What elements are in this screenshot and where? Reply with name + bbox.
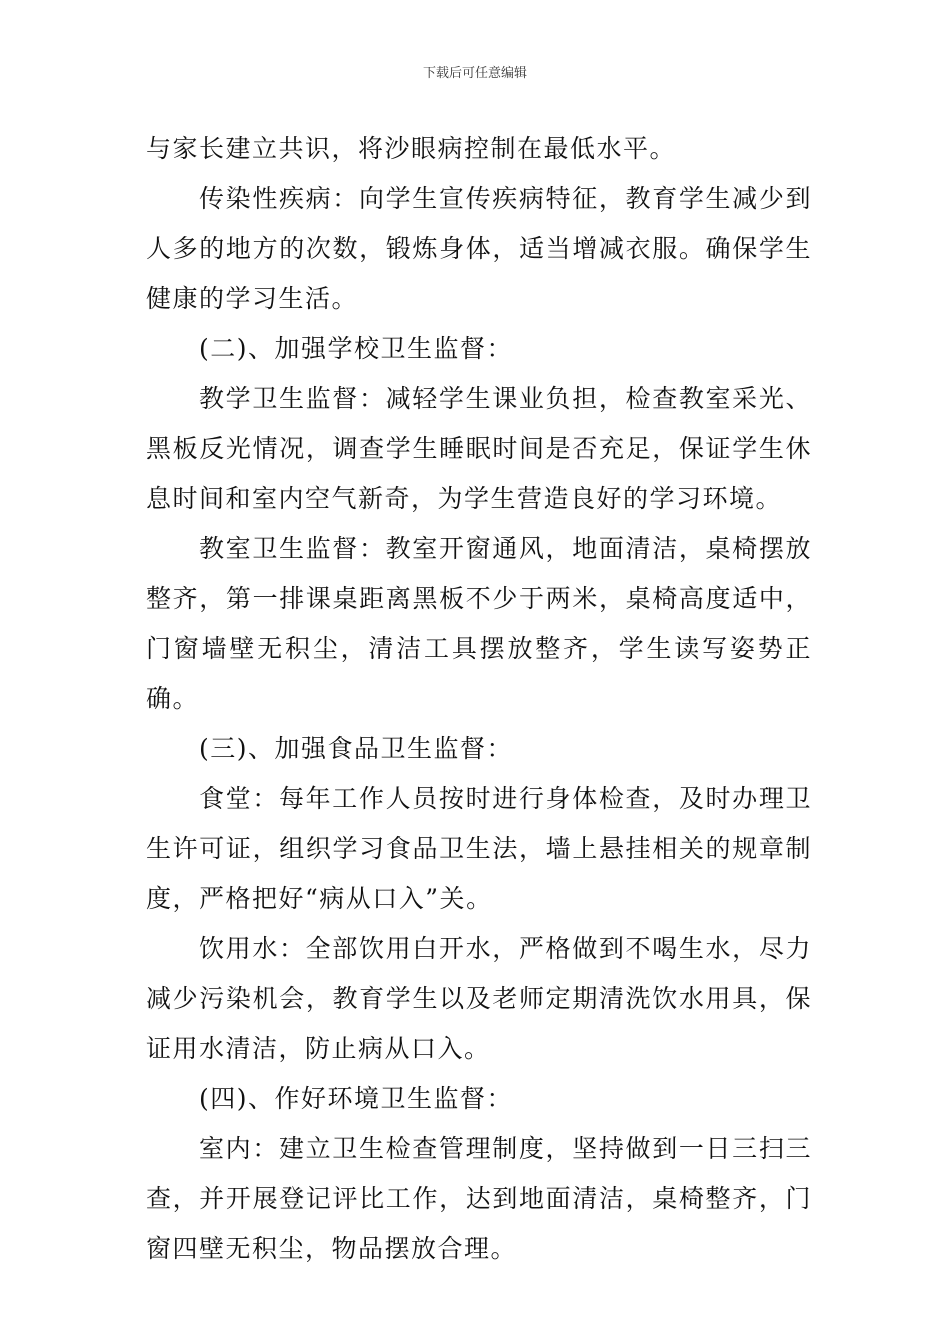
page-header-note: 下载后可任意编辑 [422, 66, 527, 81]
paragraph-canteen: 食堂：每年工作人员按时进行身体检查，及时办理卫生许可证，组织学习食品卫生法，墙上悬挂相关的规章制度，严格把好“病从口入”关。 [146, 784, 812, 913]
section-heading-environment-hygiene: (四)、作好环境卫生监督： [199, 1084, 514, 1113]
section-heading-food-hygiene: (三)、加强食品卫生监督： [199, 734, 514, 763]
paragraph-teaching-hygiene: 教学卫生监督：减轻学生课业负担，检查教室采光、黑板反光情况，调查学生睡眠时间是否充足，保证学生休息时间和室内空气新奇，为学生营造良好的学习环境。 [146, 384, 812, 513]
paragraph-infectious-disease: 传染性疾病：向学生宣传疾病特征，教育学生减少到人多的地方的次数，锻炼身体，适当增减衣服。确保学生健康的学习生活。 [146, 184, 812, 313]
document-body [146, 124, 812, 1274]
paragraph-trachoma-control: 与家长建立共识，将沙眼病控制在最低水平。 [146, 134, 677, 163]
paragraph-indoor: 室内：建立卫生检查管理制度，坚持做到一日三扫三查，并开展登记评比工作，达到地面清洁，桌椅整齐，门窗四壁无积尘，物品摆放合理。 [146, 1134, 812, 1263]
section-heading-school-hygiene: (二)、加强学校卫生监督： [199, 334, 514, 363]
paragraph-drinking-water: 饮用水：全部饮用白开水，严格做到不喝生水，尽力减少污染机会，教育学生以及老师定期清洗饮水用具，保证用水清洁，防止病从口入。 [146, 934, 812, 1063]
paragraph-classroom-hygiene: 教室卫生监督：教室开窗通风，地面清洁，桌椅摆放整齐，第一排课桌距离黑板不少于两米，桌椅高度适中，门窗墙壁无积尘，清洁工具摆放整齐，学生读写姿势正确。 [146, 534, 812, 713]
